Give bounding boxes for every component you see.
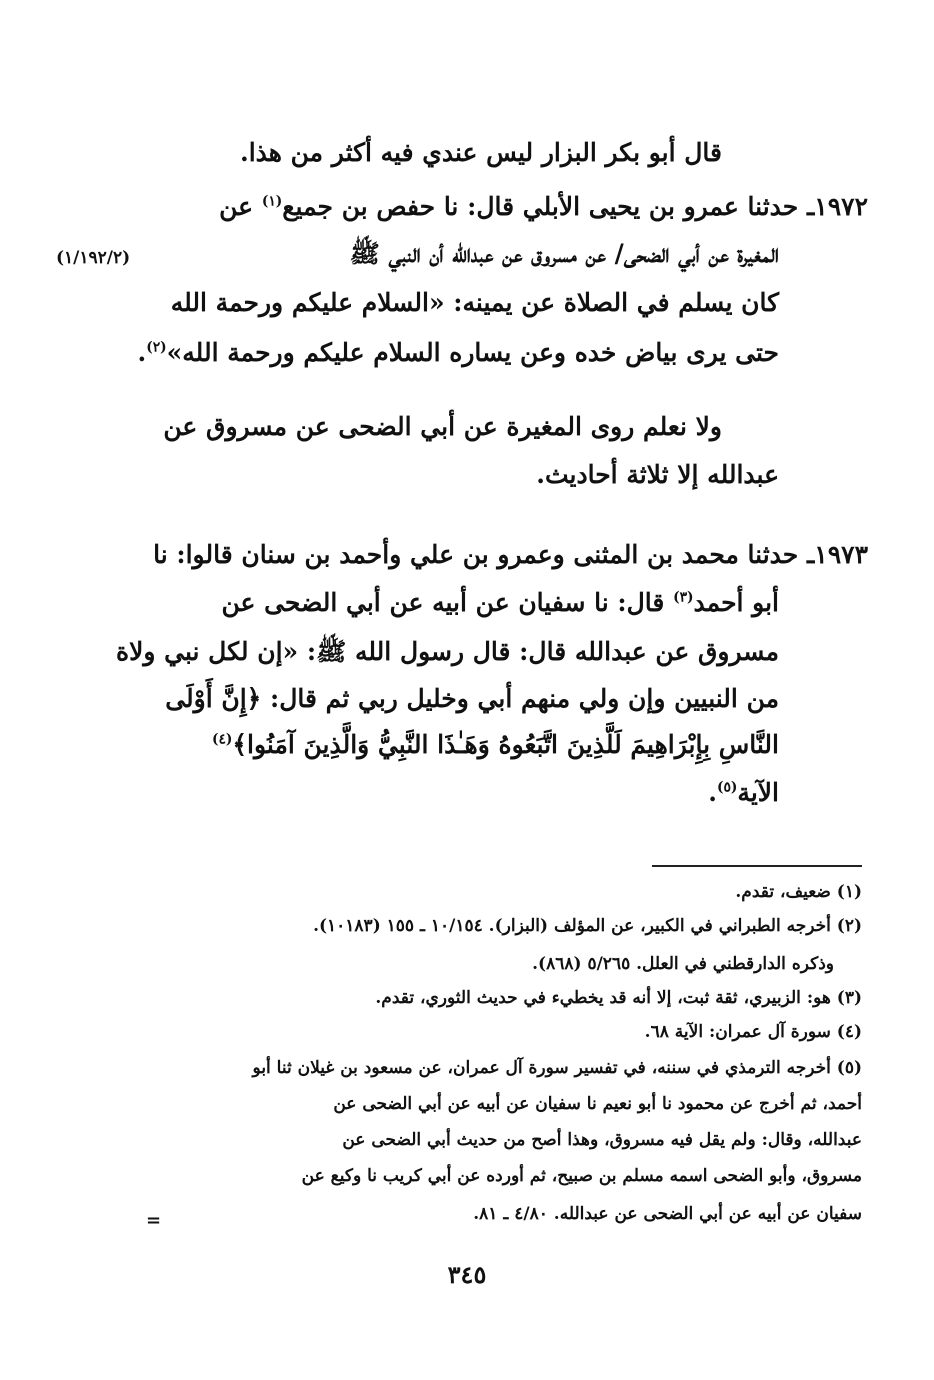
footnote-3: (٣) هو: الزبيري، ثقة ثبت، إلا أنه قد يخطيء في حديث الثوري، تقدم. xyxy=(375,988,862,1008)
footnote-4: (٤) سورة آل عمران: الآية ٦٨. xyxy=(644,1022,862,1042)
footnote-separator xyxy=(652,865,862,867)
hadith-1972-line-3: كان يسلم في الصلاة عن يمينه: «السلام عليكم ورحمة الله xyxy=(170,288,779,317)
hadith-1973-line-3: مسروق عن عبدالله قال: قال رسول الله ﷺ: «إن لكل نبي ولاة xyxy=(116,637,779,666)
footnote-5-line-4: مسروق، وأبو الضحى اسمه مسلم بن صبيح، ثم أورده عن أبي كريب نا وكيع عن xyxy=(301,1166,862,1186)
hadith-1972-line-4: حتى يرى بياض خده وعن يساره السلام عليكم ورحمة الله»$^{(٢)}$. xyxy=(137,338,779,367)
hadith-1972-comment-line-1: ولا نعلم روى المغيرة عن أبي الضحى عن مسروق عن xyxy=(163,412,722,441)
hadith-1972-line-1: ١٩٧٢ـ حدثنا عمرو بن يحيى الأبلي قال: نا حفص بن جميع$^{(١)}$ عن xyxy=(219,192,868,221)
footnote-ref-5: (٥) xyxy=(717,779,738,796)
footnote-5-line-3: عبدالله، وقال: ولم يقل فيه مسروق، وهذا أصح من حديث أبي الضحى عن xyxy=(342,1130,862,1150)
hadith-number-1973: ١٩٧٣ xyxy=(814,540,868,569)
footnote-ref-2: (٢) xyxy=(146,339,167,356)
hadith-number-1972: ١٩٧٢ xyxy=(814,192,868,221)
hadith-1973-line-5: النَّاسِ بِإِبْرَاهِيمَ لَلَّذِينَ اتَّبَعُوهُ وَهَـٰذَا النَّبِيُّ وَالَّذِينَ آمَنُوا﴾$^{(٤)}$ xyxy=(211,730,779,759)
footnote-2-line-2: وذكره الدارقطني في العلل. ٥/٢٦٥ (٨٦٨). xyxy=(532,954,834,974)
footnote-ref-4: (٤) xyxy=(211,731,233,748)
page-number: ٣٤٥ xyxy=(447,1260,487,1289)
footnote-ref-3: (٣) xyxy=(673,589,694,606)
intro-line: قال أبو بكر البزار ليس عندي فيه أكثر من هذا. xyxy=(239,138,722,167)
continuation-mark: = xyxy=(146,1210,162,1231)
footnote-5-line-5: سفيان عن أبيه عن أبي الضحى عن عبدالله. ٤/٨٠ ـ ٨١. xyxy=(473,1204,862,1224)
footnote-5-line-1: (٥) أخرجه الترمذي في سننه، في تفسير سورة آل عمران، عن مسعود بن غيلان ثنا أبو xyxy=(252,1058,862,1078)
hadith-1973-line-4: من النبيين وإن ولي منهم أبي وخليل ربي ثم قال: ﴿إِنَّ أَوْلَى xyxy=(165,684,779,713)
hadith-1973-line-1: ١٩٧٣ـ حدثنا محمد بن المثنى وعمرو بن علي وأحمد بن سنان قالوا: نا xyxy=(153,540,868,569)
footnote-5-line-2: أحمد، ثم أخرج عن محمود نا أبو نعيم نا سفيان عن أبيه عن أبي الضحى عن xyxy=(333,1094,862,1114)
hadith-1973-line-2: أبو أحمد$^{(٣)}$ قال: نا سفيان عن أبيه عن أبي الضحى عن xyxy=(221,588,779,617)
footnote-1: (١) ضعيف، تقدم. xyxy=(735,882,862,902)
margin-manuscript-ref: (١/١٩٢/٢) xyxy=(56,248,131,268)
hadith-1972-line-2: المغيرة عن أبي الضحى/ عن مسروق عن عبدالله أن النبي ﷺ xyxy=(349,239,779,268)
hadith-1973-line-6: الآية$^{(٥)}$. xyxy=(708,778,779,807)
footnote-ref-1: (١) xyxy=(261,193,283,210)
footnote-2-line-1: (٢) أخرجه الطبراني في الكبير، عن المؤلف (البزار). ١٠/١٥٤ ـ ١٥٥ (١٠١٨٣). xyxy=(313,916,862,936)
hadith-1972-comment-line-2: عبدالله إلا ثلاثة أحاديث. xyxy=(536,460,779,489)
